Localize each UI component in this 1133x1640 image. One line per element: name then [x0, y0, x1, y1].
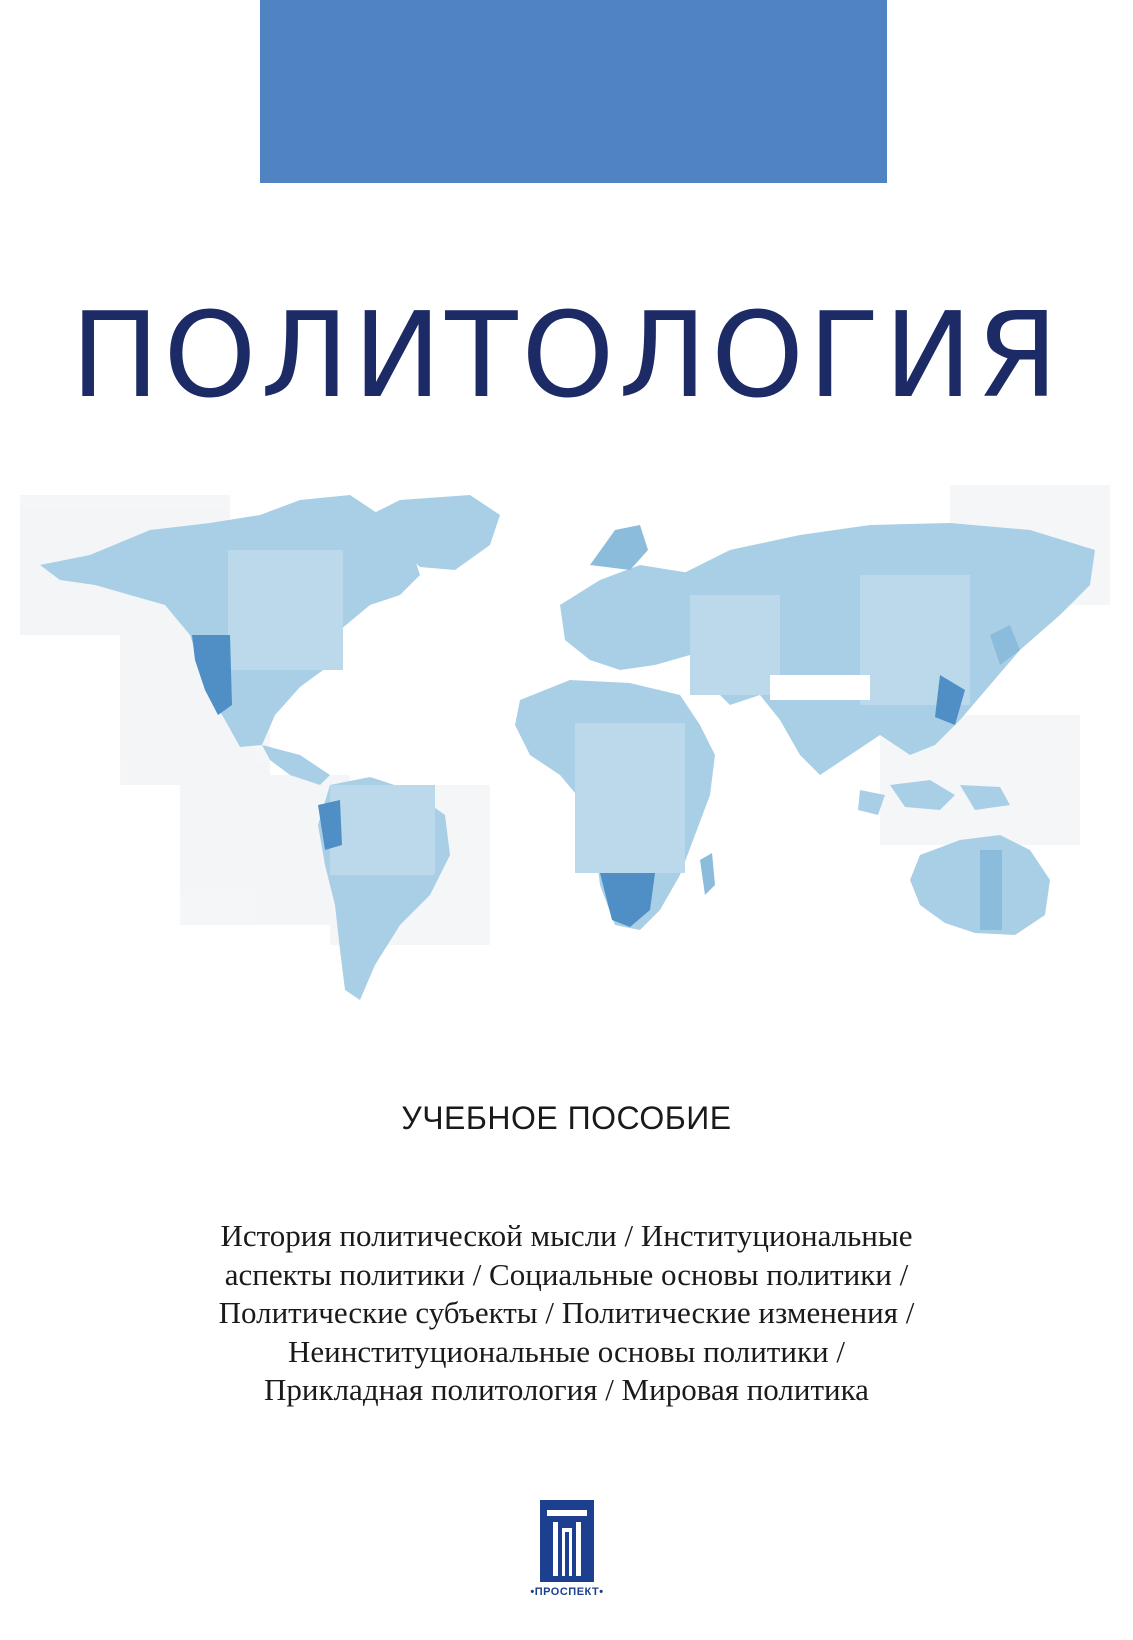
top-color-band	[260, 0, 887, 183]
publisher-name: •ПРОСПЕКТ•	[530, 1586, 604, 1598]
australia-shape	[910, 835, 1050, 935]
topic-line: Прикладная политология / Мировая политика	[264, 1372, 869, 1407]
book-subtitle: УЧЕБНОЕ ПОСОБИЕ	[401, 1100, 732, 1136]
africa-shape	[515, 680, 715, 930]
book-title: ПОЛИТОЛОГИЯ	[70, 286, 1063, 424]
south-america-shape	[318, 777, 450, 1000]
topic-line: Политические субъекты / Политические изменения /	[218, 1295, 915, 1330]
prospekt-logo-icon	[540, 1500, 594, 1582]
topic-line: аспекты политики / Социальные основы политики /	[224, 1256, 909, 1292]
world-map-illustration	[0, 455, 1133, 1055]
topic-line: Неинституциональные основы политики /	[288, 1333, 845, 1369]
topics-list	[60, 1217, 1073, 1410]
publisher-logo	[532, 1500, 602, 1615]
world-map-svg	[0, 455, 1133, 1055]
topic-line: История политической мысли / Институциональные	[220, 1218, 913, 1253]
